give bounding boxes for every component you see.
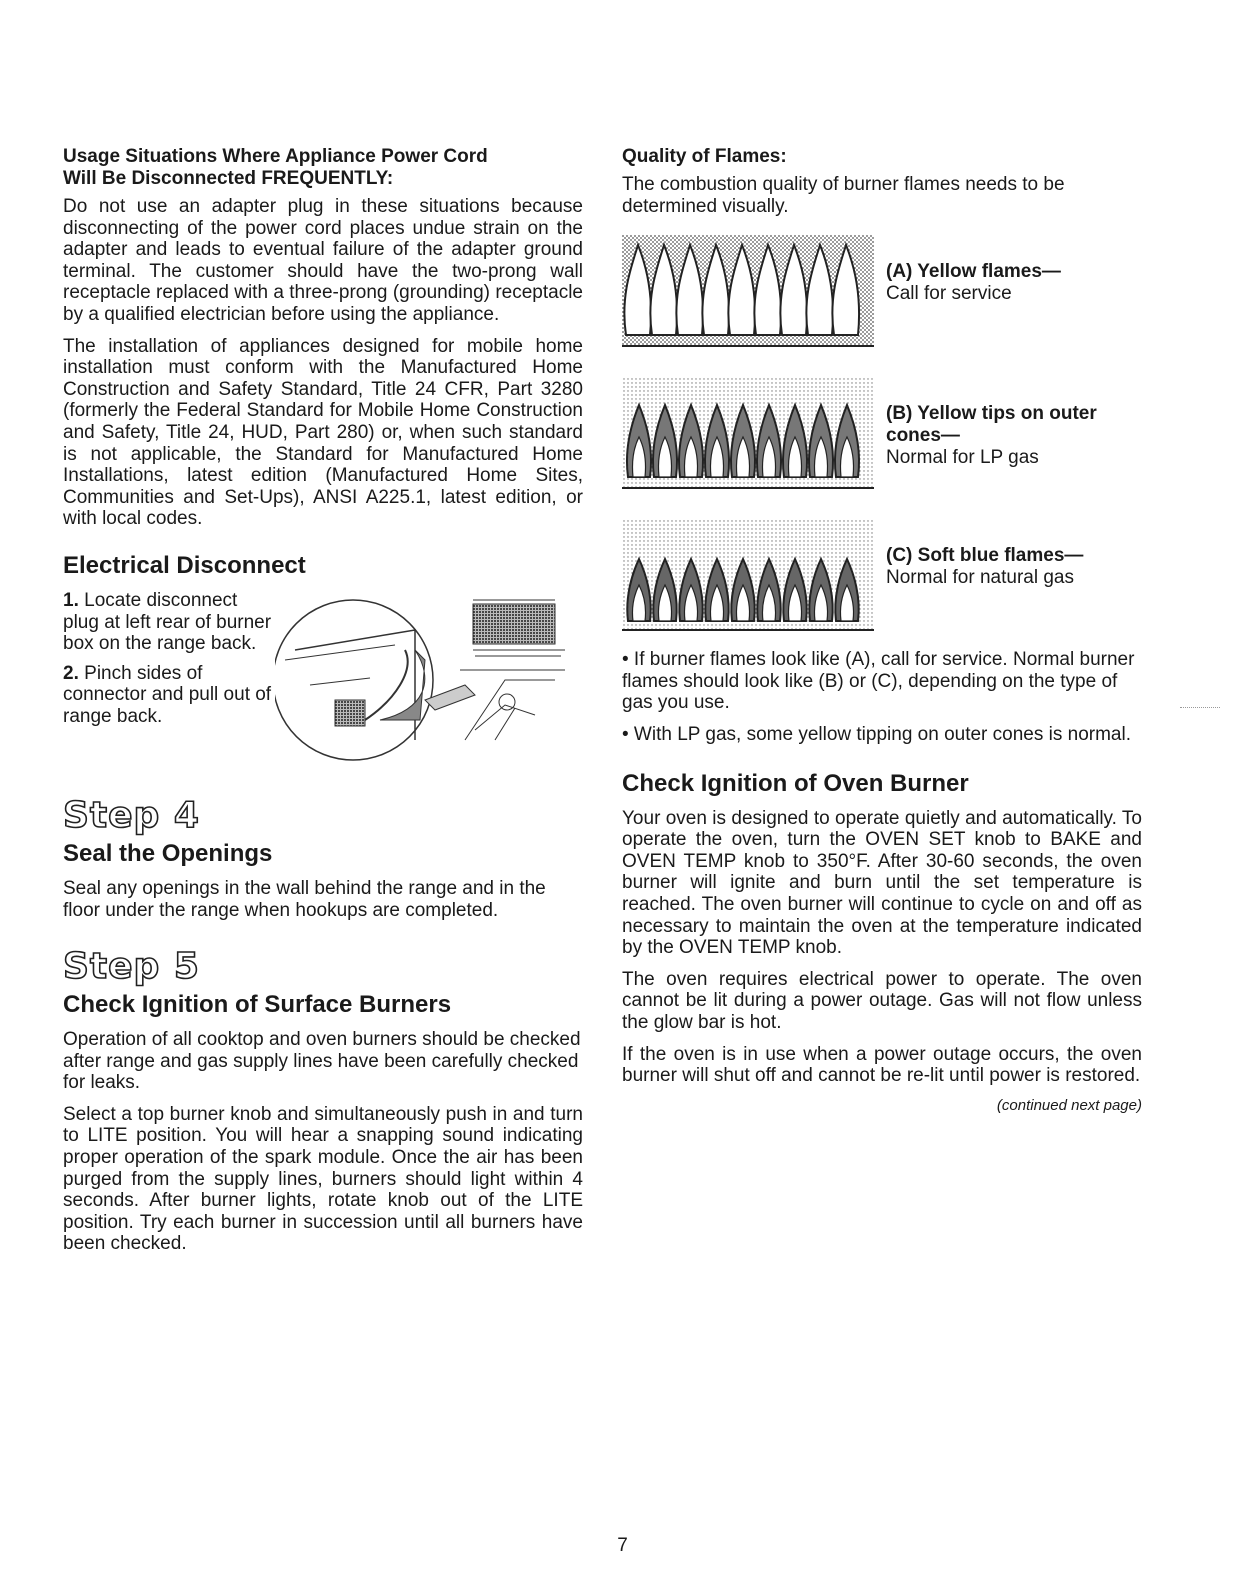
bullet-1: • If burner flames look like (A), call for service. Normal burner flames should look like (B) or (C), depending on the type of gas you use. [622,649,1135,714]
disconnect-steps [63,590,273,736]
step-2-text: Pinch sides of connector and pull out of range back. [63,662,272,727]
oven-paragraph-3: If the oven is in use when a power outage occurs, the oven burner will shut off and cannot be re-lit until power is restored. [622,1043,1142,1087]
disconnect-step-2 [63,663,273,728]
step-4-title: Step 4 [63,794,200,836]
flame-b-row [622,377,1142,489]
quality-of-flames-heading: Quality of Flames: [622,146,787,167]
usage-paragraph: Do not use an adapter plug in these situations because disconnecting of the power cord places undue strain on the adapter and leads to eventual failure of the adapter ground terminal. The customer should have the two-prong wall receptacle replaced with a three-prong (grounding) receptacle by a qualified electrician before using the appliance. [63,196,583,325]
right-column [622,146,1142,1114]
seal-paragraph: Seal any openings in the wall behind the range and in the floor under the range when hookups are completed. [63,877,546,921]
step-2-number: 2. [63,662,79,684]
yellow-flames-illustration [622,235,874,347]
disconnect-step-1 [63,590,273,655]
usage-heading [63,146,583,190]
seal-openings-title: Seal the Openings [63,839,273,867]
yellow-tips-flames-illustration [622,377,874,489]
flame-c-description: Normal for natural gas [886,567,1074,589]
flame-b-title: (B) Yellow tips on outer cones— [886,403,1097,447]
page-number: 7 [617,1535,628,1556]
disconnect-plug-illustration [275,590,575,770]
electrical-disconnect-title: Electrical Disconnect [63,551,306,579]
flame-c-row [622,519,1142,631]
surface-burners-title: Check Ignition of Surface Burners [63,991,452,1019]
electrical-disconnect-block [63,590,583,776]
step-1-text: Locate disconnect plug at left rear of burner box on the range back. [63,589,272,655]
step-5-title: Step 5 [63,946,200,988]
flame-a-description: Call for service [886,283,1012,305]
left-column [63,146,583,1265]
usage-heading-line-2: Will Be Disconnected FREQUENTLY: [63,168,394,189]
bullet-2: • With LP gas, some yellow tipping on outer cones is normal. [622,723,1131,745]
quality-paragraph: The combustion quality of burner flames needs to be determined visually. [622,174,1065,217]
oven-burner-title: Check Ignition of Oven Burner [622,769,969,797]
continued-note: (continued next page) [996,1096,1142,1114]
oven-paragraph-2: The oven requires electrical power to operate. The oven cannot be lit during a power outage. Gas will not flow unless the glow bar is hot. [622,968,1142,1033]
usage-heading-line-1: Usage Situations Where Appliance Power Cord [63,146,488,167]
flame-a-row [622,235,1142,347]
flame-a-title: (A) Yellow flames— [886,261,1061,283]
surface-paragraph-1: Operation of all cooktop and oven burners should be checked after range and gas supply lines have been carefully checked for leaks. [63,1029,581,1094]
flame-a-label [886,235,1061,305]
soft-blue-flames-illustration [622,519,874,631]
flame-c-label [886,519,1083,589]
step-1-number: 1. [63,589,79,611]
flame-c-title: (C) Soft blue flames— [886,545,1084,567]
edge-mark [1180,707,1220,708]
oven-paragraph-1: Your oven is designed to operate quietly and automatically. To operate the oven, turn the OVEN SET knob to BAKE and OVEN TEMP knob to 350°F. After 30-60 seconds, the oven burner will ignite and burn until the set temperature is reached. The oven burner will continue to cycle on and off as necessary to maintain the oven at the temperature indicated by the OVEN TEMP knob. [622,807,1142,959]
flame-b-description: Normal for LP gas [886,447,1039,469]
installation-paragraph: The installation of appliances designed for mobile home installation must conform with the Manufactured Home Construction and Safety Standard, Title 24 CFR, Part 3280 (formerly the Federal Standard for Mobile Home Construction and Safety, Title 24, HUD, Part 280) or, when such standard is not applicable, the Standard for Manufactured Home Installations, latest edition (Manufactured Home Sites, Communities and Set-Ups), ANSI A225.1, latest edition, or with local codes. [63,335,583,530]
flame-b-label [886,377,1142,469]
surface-paragraph-2: Select a top burner knob and simultaneously push in and turn to LITE position. You will hear a snapping sound indicating proper operation of the spark module. Once the air has been purged from the supply lines, burners should light within 4 seconds. After burner lights, rotate knob out of the LITE position. Try each burner in succession until all burners have been checked. [63,1103,583,1255]
